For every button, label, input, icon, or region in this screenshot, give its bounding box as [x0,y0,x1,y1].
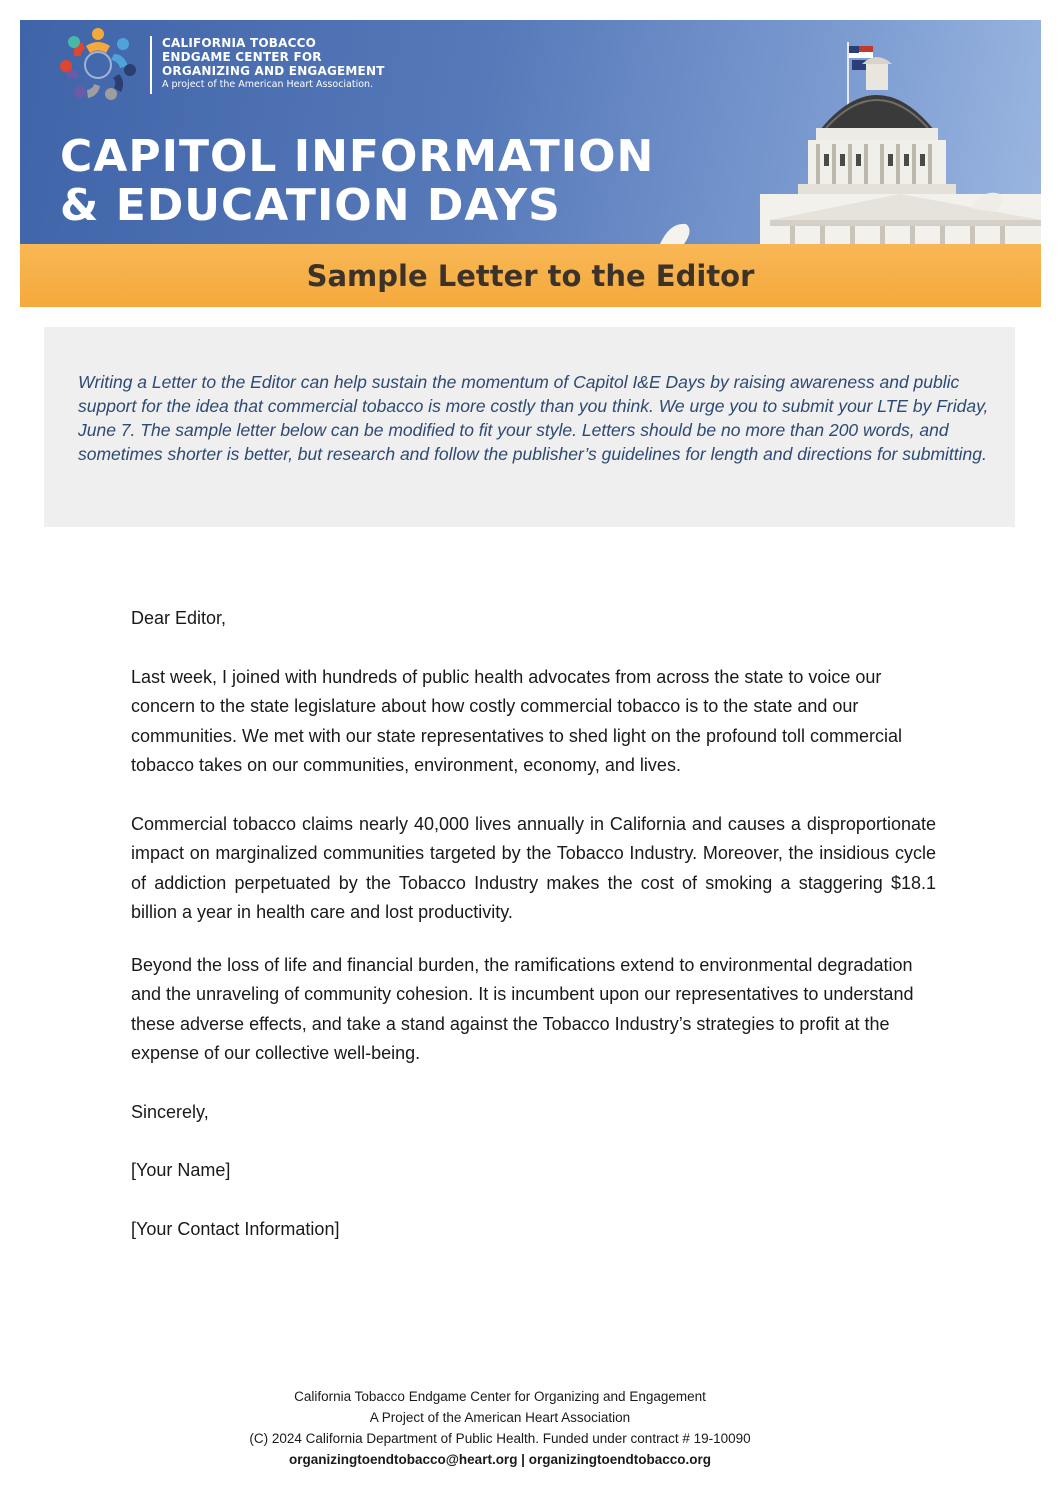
footer-affiliation: A Project of the American Heart Association [369,1410,631,1425]
org-name-line: ENDGAME CENTER FOR [162,50,322,64]
letter-name-placeholder: [Your Name] [131,1160,231,1180]
intro-callout [44,327,1015,527]
footer-copyright: (C) 2024 California Department of Public Health. Funded under contract # 19-10090 [249,1431,751,1446]
capitol-dome-icon [640,20,1041,244]
letter-greeting: Dear Editor, [131,608,227,628]
letter-paragraph: Beyond the loss of life and financial burden, the ramifications extend to environmental degradation and the unraveling of community cohesion. It is incumbent upon our representatives to understand these adverse effects, and take a stand against the Tobacco Industry’s strategies to profit at the expense of our collective well-being. [131,954,914,1063]
footer-organization: California Tobacco Endgame Center for Organizing and Engagement [294,1389,706,1404]
page-title-line-2: & EDUCATION DAYS [60,180,561,231]
page-footer [0,1386,1000,1470]
letter-contact-placeholder: [Your Contact Information] [131,1218,340,1239]
letter-paragraph: Last week, I joined with hundreds of public health advocates from across the state to voice our concern to the state legislature about how costly commercial tobacco is to the state and our communities. We met with our state representatives to shed light on the profound toll commercial tobacco takes on our communities, environment, economy, and lives. [131,666,903,775]
letter-paragraph: Commercial tobacco claims nearly 40,000 lives annually in California and causes a disproportionate impact on marginalized communities targeted by the Tobacco Industry. Moreover, the insidious cycle of addiction perpetuated by the Tobacco Industry makes the cost of smoking a staggering $18.1 billion a year in health care and lost productivity. [131,813,936,922]
logo-divider [150,36,152,94]
org-affiliation: A project of the American Heart Association. [162,79,374,90]
organization-logo-icon [56,26,140,104]
page-title-line-1: CAPITOL INFORMATION [60,131,655,182]
header-banner [20,20,1041,244]
sample-letter [131,604,936,1244]
organization-name [162,36,385,92]
document-subtitle: Sample Letter to the Editor [306,258,755,293]
footer-contact-links: organizingtoendtobacco@heart.org | organizingtoendtobacco.org [289,1452,711,1467]
page-title [60,132,654,230]
org-name-line: CALIFORNIA TOBACCO [162,36,317,50]
letter-closing: Sincerely, [131,1101,209,1122]
intro-text: Writing a Letter to the Editor can help sustain the momentum of Capitol I&E Days by raising awareness and public support for the idea that commercial tobacco is more costly than you think. We urge you to submit your LTE by Friday, June 7. The sample letter below can be modified to fit your style. Letters should be no more than 200 words, and sometimes shorter is better, but research and follow the publisher’s guidelines for length and directions for submitting. [78,372,989,464]
subtitle-band [20,244,1041,307]
org-name-line: ORGANIZING AND ENGAGEMENT [162,64,385,78]
